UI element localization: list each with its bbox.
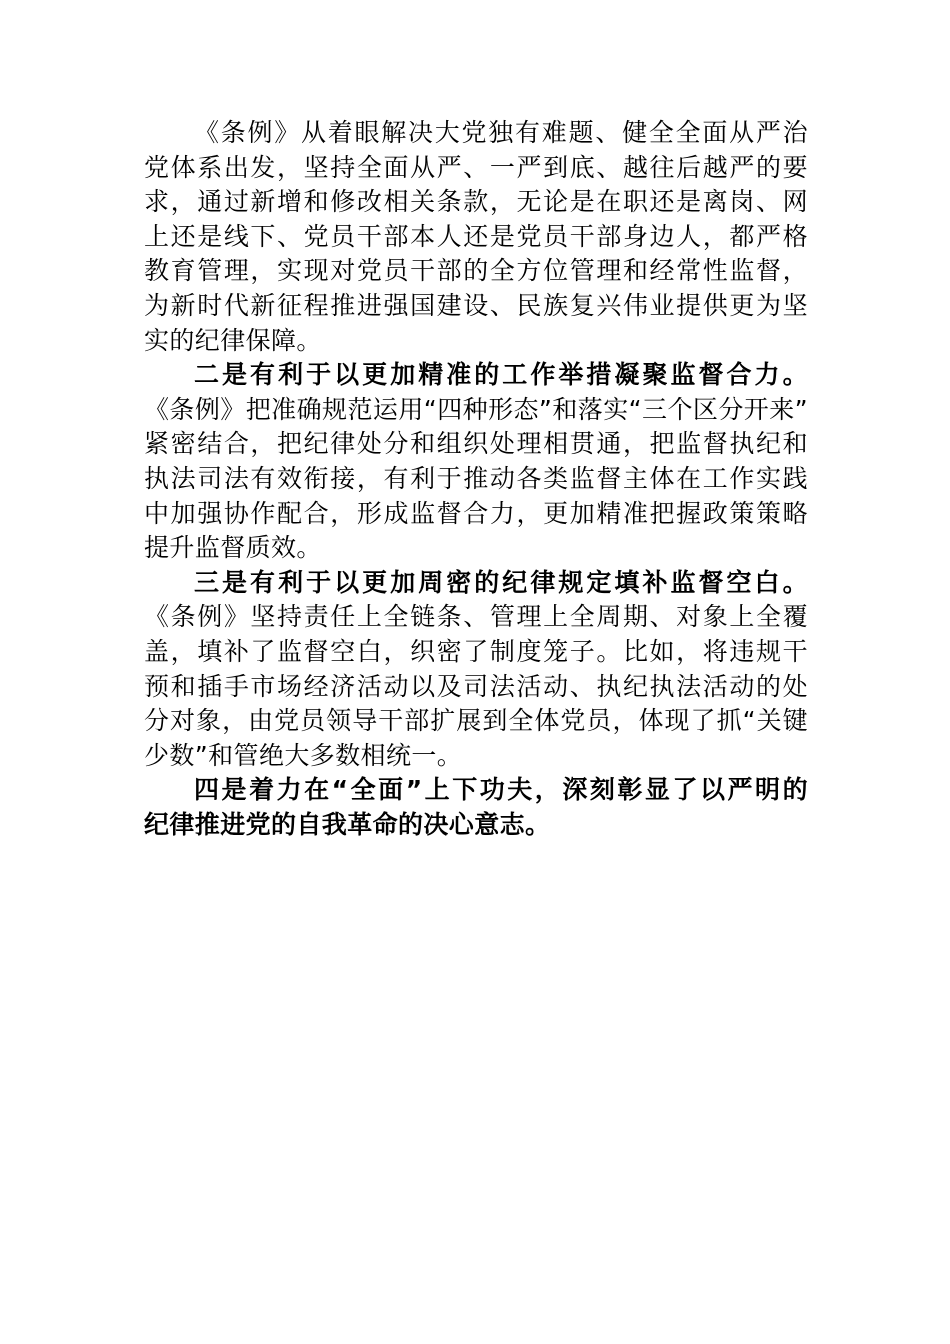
paragraph-4-line: 纪律推进党的自我革命的决心意志。 (144, 809, 551, 839)
paragraph-2-line: 执法司法有效衔接，有利于推动各类监督主体在工作实践 (144, 463, 808, 493)
paragraph-3-line: 分对象，由党员领导干部扩展到全体党员，体现了抓“关键 (144, 706, 808, 736)
paragraph-4 (144, 773, 808, 842)
paragraph-2 (144, 358, 808, 566)
paragraph-1 (144, 116, 808, 358)
paragraph-1-line: 《条例》从着眼解决大党独有难题、健全全面从严治 (194, 118, 808, 147)
paragraph-2-line: 提升监督质效。 (144, 533, 322, 563)
paragraph-3 (144, 566, 808, 774)
paragraph-2-heading: 二是有利于以更加精准的工作举措凝聚监督合力。 (194, 360, 808, 390)
paragraph-2-line: 紧密结合，把纪律处分和组织处理相贯通，把监督执纪和 (144, 429, 808, 459)
document-body (144, 116, 808, 842)
paragraph-2-line: 《条例》把准确规范运用“四种形态”和落实“三个区分开来” (144, 394, 808, 424)
paragraph-3-line: 《条例》坚持责任上全链条、管理上全周期、对象上全覆 (144, 602, 808, 632)
paragraph-1-line: 实的纪律保障。 (144, 325, 322, 355)
paragraph-2-line: 中加强协作配合，形成监督合力，更加精准把握政策策略 (144, 498, 808, 528)
paragraph-3-heading: 三是有利于以更加周密的纪律规定填补监督空白。 (194, 567, 808, 597)
paragraph-3-line: 盖，填补了监督空白，织密了制度笼子。比如，将违规干 (144, 636, 808, 666)
paragraph-4-line: 四是着力在“全面”上下功夫，深刻彰显了以严明的 (194, 775, 808, 805)
paragraph-1-line: 为新时代新征程推进强国建设、民族复兴伟业提供更为坚 (144, 290, 808, 320)
paragraph-1-line: 上还是线下、党员干部本人还是党员干部身边人，都严格 (144, 221, 808, 251)
paragraph-1-line: 求，通过新增和修改相关条款，无论是在职还是离岗、网 (144, 187, 808, 217)
paragraph-1-line: 党体系出发，坚持全面从严、一严到底、越往后越严的要 (144, 152, 808, 182)
paragraph-3-line: 预和插手市场经济活动以及司法活动、执纪执法活动的处 (144, 671, 808, 701)
paragraph-3-line: 少数”和管绝大多数相统一。 (144, 740, 463, 770)
paragraph-1-line: 教育管理，实现对党员干部的全方位管理和经常性监督， (144, 256, 808, 286)
